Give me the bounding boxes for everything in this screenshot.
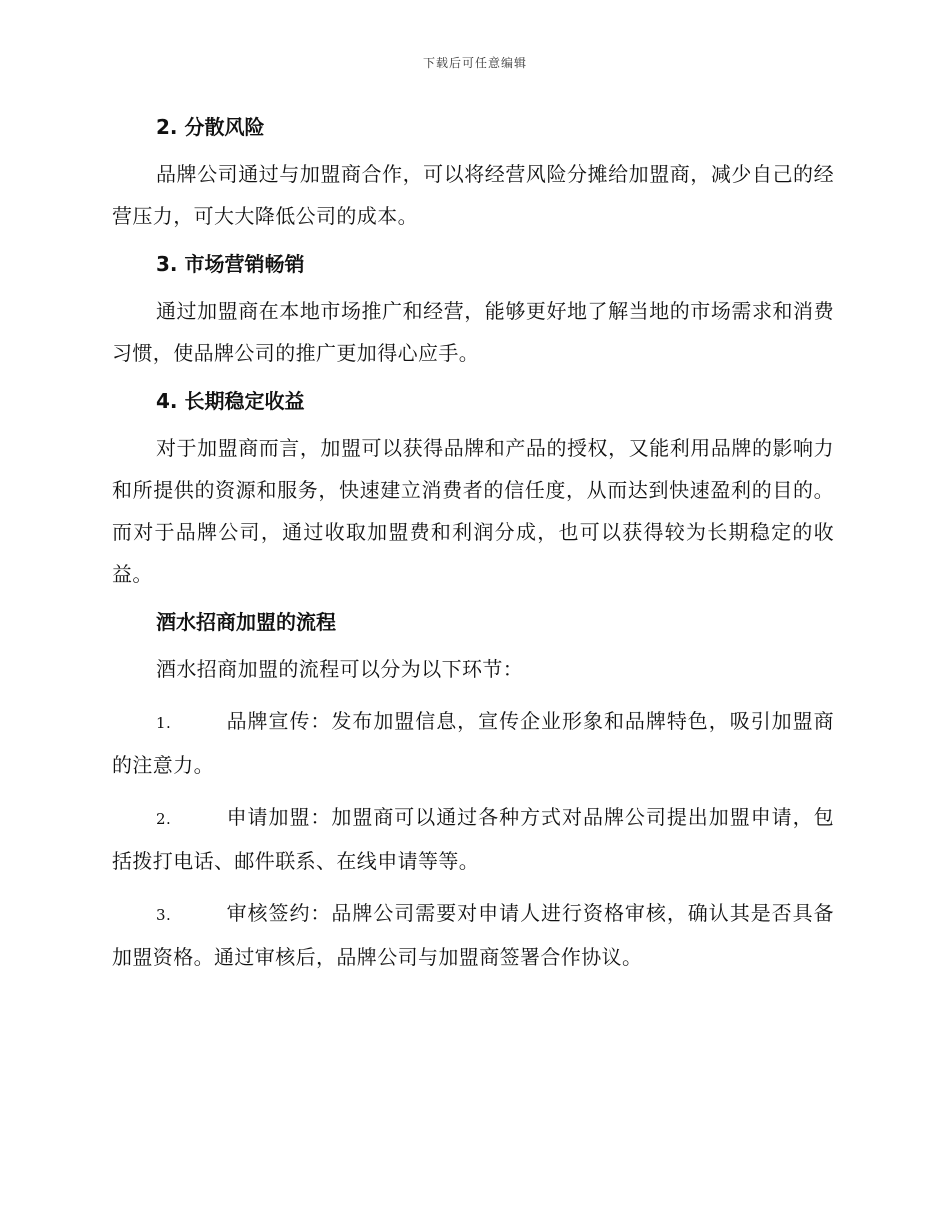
section-heading-spread-risk: 2. 分散风险 xyxy=(156,115,265,139)
document-body xyxy=(112,110,834,988)
process-item xyxy=(112,796,834,882)
process-item-text: 审核签约：品牌公司需要对申请人进行资格审核，确认其是否具备加盟资格。通过审核后，品牌公司与加盟商签署合作协议。 xyxy=(112,901,834,969)
section-heading-marketing: 3. 市场营销畅销 xyxy=(156,252,305,276)
process-item-number: 1. xyxy=(156,714,172,732)
section-heading-stable-income: 4. 长期稳定收益 xyxy=(156,389,305,413)
process-item xyxy=(112,700,834,786)
process-intro: 酒水招商加盟的流程可以分为以下环节： xyxy=(156,657,524,681)
process-item-text: 品牌宣传：发布加盟信息，宣传企业形象和品牌特色，吸引加盟商的注意力。 xyxy=(112,709,834,777)
section-paragraph-marketing: 通过加盟商在本地市场推广和经营，能够更好地了解当地的市场需求和消费习惯，使品牌公司的推广更加得心应手。 xyxy=(112,299,834,365)
process-item-number: 2. xyxy=(156,810,172,828)
section-paragraph-stable-income: 对于加盟商而言，加盟可以获得品牌和产品的授权，又能利用品牌的影响力和所提供的资源和服务，快速建立消费者的信任度，从而达到快速盈利的目的。而对于品牌公司，通过收取加盟费和利润分成，也可以获得较为长期稳定的收益。 xyxy=(112,436,834,586)
page-header: 下载后可任意编辑 xyxy=(422,56,527,70)
process-item-number: 3. xyxy=(156,906,172,924)
process-item-text: 申请加盟：加盟商可以通过各种方式对品牌公司提出加盟申请，包括拨打电话、邮件联系、在线申请等等。 xyxy=(112,805,834,873)
process-heading: 酒水招商加盟的流程 xyxy=(156,610,336,634)
section-paragraph-spread-risk: 品牌公司通过与加盟商合作，可以将经营风险分摊给加盟商，减少自己的经营压力，可大大降低公司的成本。 xyxy=(112,162,834,228)
process-item xyxy=(112,892,834,978)
